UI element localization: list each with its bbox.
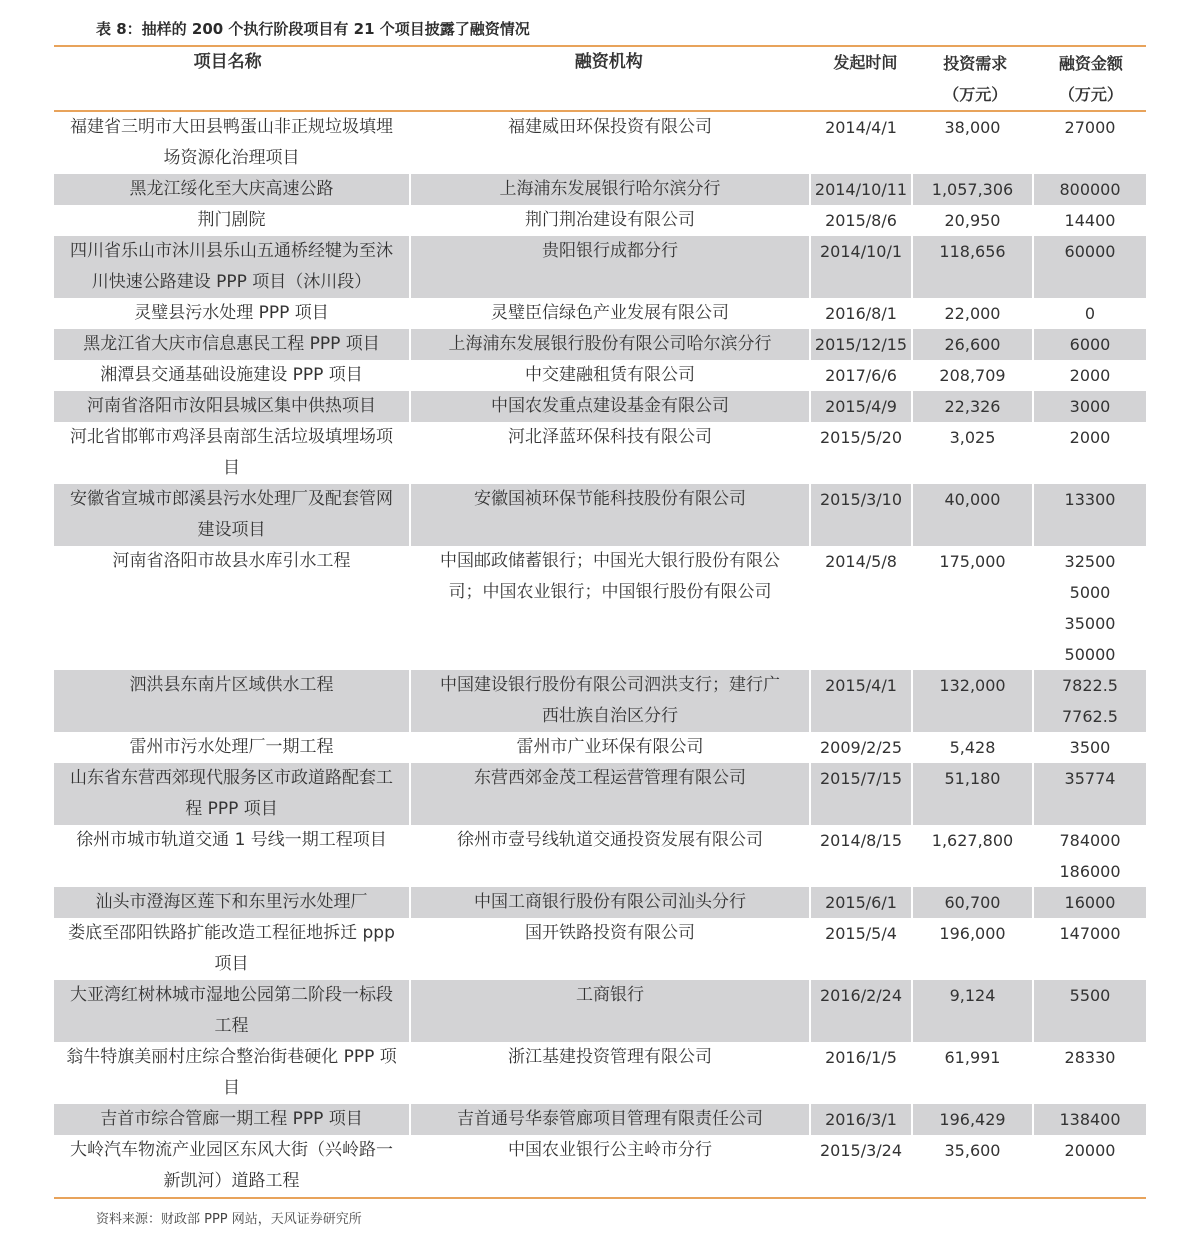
cell-project-name [54,422,409,484]
table-header [54,47,1146,112]
table-row [54,887,1146,918]
cell-institution [409,329,809,360]
cell-project-name-line: 项目 [214,954,249,974]
cell-date: 2017/6/6 [809,360,911,391]
cell-date: 2016/3/1 [809,1104,911,1135]
cell-institution-line: 浙江基建投资管理有限公司 [508,1047,712,1067]
cell-financing-amount [1032,670,1146,732]
cell-institution [409,918,809,980]
cell-project-name [54,546,409,670]
cell-date: 2015/5/4 [809,918,911,980]
cell-financing-amount-line: 2000 [1069,428,1111,447]
cell-investment-demand: 38,000 [911,112,1032,174]
cell-institution [409,298,809,329]
cell-investment-demand: 118,656 [911,236,1032,298]
cell-project-name-line: 吉首市综合管廊一期工程 PPP 项目 [100,1109,363,1129]
cell-institution-line: 国开铁路投资有限公司 [525,923,695,943]
cell-date: 2014/10/11 [809,174,911,205]
cell-financing-amount-line: 13300 [1064,490,1116,509]
table-row [54,205,1146,236]
cell-institution-line: 东营西郊金茂工程运营管理有限公司 [474,768,746,788]
cell-institution-line: 中国农业银行公主岭市分行 [508,1140,712,1160]
cell-date: 2016/8/1 [809,298,911,329]
cell-project-name [54,918,409,980]
cell-institution [409,422,809,484]
header-project-name: 项目名称 [193,52,262,72]
cell-project-name [54,1042,409,1104]
cell-project-name [54,484,409,546]
cell-project-name-line: 川快速公路建设 PPP 项目（沐川段） [91,272,372,292]
cell-institution [409,887,809,918]
cell-project-name-line: 目 [223,458,240,478]
cell-financing-amount-line: 784000 [1059,831,1121,850]
cell-project-name-line: 目 [223,1078,240,1098]
source-note: 资料来源：财政部 PPP 网站，天风证券研究所 [96,1212,362,1227]
cell-project-name [54,887,409,918]
cell-institution-line: 工商银行 [576,985,644,1005]
cell-investment-demand: 9,124 [911,980,1032,1042]
cell-project-name-line: 雷州市污水处理厂一期工程 [129,737,334,757]
cell-financing-amount-line: 32500 [1064,552,1116,571]
cell-institution [409,546,809,670]
table-row [54,763,1146,825]
cell-financing-amount-line: 20000 [1064,1141,1116,1160]
table-row [54,1135,1146,1197]
cell-date: 2015/4/1 [809,670,911,732]
cell-financing-amount-line: 28330 [1064,1048,1116,1067]
cell-investment-demand: 1,627,800 [911,825,1032,887]
cell-financing-amount-line: 60000 [1064,242,1116,261]
cell-financing-amount [1032,1135,1146,1197]
cell-project-name [54,391,409,422]
cell-date: 2015/7/15 [809,763,911,825]
cell-institution-line: 西壮族自治区分行 [542,706,678,726]
cell-financing-amount-line: 7762.5 [1062,707,1118,726]
cell-project-name [54,329,409,360]
cell-investment-demand: 208,709 [911,360,1032,391]
cell-date: 2015/6/1 [809,887,911,918]
cell-date: 2014/10/1 [809,236,911,298]
cell-investment-demand: 61,991 [911,1042,1032,1104]
cell-project-name-line: 四川省乐山市沐川县乐山五通桥经犍为至沐 [70,241,393,261]
cell-financing-amount [1032,298,1146,329]
cell-investment-demand: 40,000 [911,484,1032,546]
cell-investment-demand: 22,000 [911,298,1032,329]
cell-project-name [54,112,409,174]
cell-institution [409,825,809,887]
cell-project-name-line: 山东省东营西郊现代服务区市政道路配套工 [70,768,393,788]
cell-project-name-line: 汕头市澄海区莲下和东里污水处理厂 [95,892,368,912]
table-body [54,112,1146,1197]
cell-investment-demand: 196,429 [911,1104,1032,1135]
cell-project-name-line: 河南省洛阳市汝阳县城区集中供热项目 [87,396,376,416]
cell-institution [409,112,809,174]
cell-project-name [54,980,409,1042]
cell-project-name [54,732,409,763]
cell-financing-amount [1032,546,1146,670]
cell-institution-line: 中国邮政储蓄银行；中国光大银行股份有限公 [440,551,780,571]
table-row [54,980,1146,1042]
cell-project-name-line: 福建省三明市大田县鸭蛋山非正规垃圾填埋 [70,117,393,137]
cell-date: 2014/4/1 [809,112,911,174]
cell-project-name [54,236,409,298]
cell-institution [409,1042,809,1104]
cell-investment-demand: 5,428 [911,732,1032,763]
cell-financing-amount [1032,360,1146,391]
cell-project-name-line: 徐州市城市轨道交通 1 号线一期工程项目 [76,830,387,850]
cell-institution-line: 荆门荆冶建设有限公司 [525,210,695,230]
cell-date: 2014/5/8 [809,546,911,670]
cell-financing-amount [1032,980,1146,1042]
cell-institution-line: 中国建设银行股份有限公司泗洪支行；建行广 [440,675,780,695]
cell-institution [409,484,809,546]
table-row [54,112,1146,174]
cell-project-name-line: 黑龙江绥化至大庆高速公路 [129,179,334,199]
cell-financing-amount [1032,763,1146,825]
cell-date: 2015/8/6 [809,205,911,236]
cell-institution [409,732,809,763]
cell-investment-demand: 35,600 [911,1135,1032,1197]
cell-financing-amount [1032,1104,1146,1135]
cell-project-name-line: 河北省邯郸市鸡泽县南部生活垃圾填埋场项 [70,427,393,447]
cell-project-name-line: 程 PPP 项目 [185,799,278,819]
table-row [54,484,1146,546]
cell-financing-amount [1032,329,1146,360]
cell-institution [409,236,809,298]
cell-project-name-line: 建设项目 [197,520,266,540]
cell-institution [409,980,809,1042]
cell-financing-amount-line: 800000 [1059,180,1121,199]
cell-investment-demand: 22,326 [911,391,1032,422]
cell-financing-amount-line: 186000 [1059,862,1121,881]
cell-project-name-line: 灵璧县污水处理 PPP 项目 [134,303,329,323]
cell-financing-amount-line: 3000 [1069,397,1111,416]
cell-financing-amount-line: 138400 [1059,1110,1121,1129]
cell-investment-demand: 1,057,306 [911,174,1032,205]
cell-financing-amount-line: 35000 [1064,614,1116,633]
cell-financing-amount-line: 6000 [1069,335,1111,354]
cell-institution-line: 福建威田环保投资有限公司 [508,117,712,137]
header-institution: 融资机构 [401,47,814,110]
cell-project-name [54,1104,409,1135]
cell-investment-demand: 60,700 [911,887,1032,918]
cell-date: 2015/3/10 [809,484,911,546]
cell-date: 2015/4/9 [809,391,911,422]
cell-project-name-line: 娄底至邵阳铁路扩能改造工程征地拆迁 ppp [68,923,395,943]
cell-institution-line: 安徽国祯环保节能科技股份有限公司 [474,489,746,509]
table-caption: 表 8：抽样的 200 个执行阶段项目有 21 个项目披露了融资情况 [96,20,530,38]
cell-financing-amount-line: 50000 [1064,645,1116,664]
table-row [54,918,1146,980]
cell-date: 2016/1/5 [809,1042,911,1104]
table-row [54,236,1146,298]
cell-financing-amount-line: 3500 [1069,738,1111,757]
cell-institution-line: 司；中国农业银行；中国银行股份有限公司 [448,582,772,602]
cell-financing-amount [1032,205,1146,236]
cell-project-name-line: 工程 [214,1016,249,1036]
cell-project-name-line: 安徽省宣城市郎溪县污水处理厂及配套管网 [70,489,393,509]
cell-date: 2014/8/15 [809,825,911,887]
header-amount-line1: 融资金额 [1058,54,1123,73]
cell-institution-line: 中交建融租赁有限公司 [525,365,695,385]
cell-project-name [54,298,409,329]
cell-institution [409,763,809,825]
cell-date: 2016/2/24 [809,980,911,1042]
cell-project-name-line: 荆门剧院 [197,210,266,230]
cell-financing-amount-line: 2000 [1069,366,1111,385]
cell-investment-demand: 51,180 [911,763,1032,825]
header-financing-amount [1034,47,1146,110]
cell-project-name [54,1135,409,1197]
cell-institution [409,670,809,732]
cell-project-name [54,763,409,825]
cell-institution [409,174,809,205]
cell-project-name-line: 湘潭县交通基础设施建设 PPP 项目 [100,365,363,385]
cell-institution [409,360,809,391]
cell-project-name-line: 大岭汽车物流产业园区东风大街（兴岭路一 [70,1140,393,1160]
cell-project-name-line: 河南省洛阳市故县水库引水工程 [112,551,351,571]
cell-financing-amount [1032,422,1146,484]
cell-date: 2009/2/25 [809,732,911,763]
cell-financing-amount [1032,825,1146,887]
financing-table [54,45,1146,1199]
cell-project-name-line: 黑龙江省大庆市信息惠民工程 PPP 项目 [83,334,380,354]
cell-institution-line: 河北泽蓝环保科技有限公司 [508,427,712,447]
cell-investment-demand: 196,000 [911,918,1032,980]
table-row [54,825,1146,887]
header-date: 发起时间 [814,47,915,110]
cell-institution-line: 贵阳银行成都分行 [542,241,678,261]
table-row [54,546,1146,670]
cell-financing-amount-line: 5500 [1069,986,1111,1005]
cell-financing-amount-line: 35774 [1064,769,1116,788]
cell-financing-amount [1032,484,1146,546]
cell-project-name-line: 泗洪县东南片区域供水工程 [129,675,334,695]
cell-investment-demand: 20,950 [911,205,1032,236]
table-row [54,298,1146,329]
cell-institution-line: 雷州市广业环保有限公司 [516,737,704,757]
cell-institution-line: 中国农发重点建设基金有限公司 [491,396,729,416]
table-row [54,329,1146,360]
cell-institution-line: 中国工商银行股份有限公司汕头分行 [474,892,746,912]
cell-financing-amount-line: 16000 [1064,893,1116,912]
table-row [54,670,1146,732]
cell-investment-demand: 26,600 [911,329,1032,360]
cell-project-name [54,205,409,236]
cell-financing-amount [1032,887,1146,918]
cell-institution [409,1104,809,1135]
table-row [54,1104,1146,1135]
table-row [54,732,1146,763]
cell-institution-line: 徐州市壹号线轨道交通投资发展有限公司 [457,830,763,850]
table-row [54,422,1146,484]
cell-financing-amount [1032,391,1146,422]
table-row [54,174,1146,205]
header-amount-line2: （万元） [1058,85,1123,104]
cell-financing-amount-line: 0 [1084,304,1096,323]
cell-financing-amount [1032,174,1146,205]
cell-project-name [54,825,409,887]
cell-financing-amount [1032,236,1146,298]
cell-financing-amount-line: 14400 [1064,211,1116,230]
cell-project-name-line: 翁牛特旗美丽村庄综合整治街巷硬化 PPP 项 [66,1047,397,1067]
cell-financing-amount [1032,918,1146,980]
cell-institution-line: 吉首通号华泰管廊项目管理有限责任公司 [457,1109,763,1129]
cell-project-name-line: 场资源化治理项目 [163,148,300,168]
cell-financing-amount [1032,112,1146,174]
cell-project-name-line: 大亚湾红树林城市湿地公园第二阶段一标段 [70,985,393,1005]
cell-institution [409,1135,809,1197]
cell-financing-amount-line: 27000 [1064,118,1116,137]
cell-financing-amount [1032,1042,1146,1104]
cell-date: 2015/3/24 [809,1135,911,1197]
header-investment-demand [915,47,1034,110]
cell-institution-line: 灵璧臣信绿色产业发展有限公司 [491,303,729,323]
cell-financing-amount-line: 7822.5 [1062,676,1118,695]
cell-project-name [54,360,409,391]
cell-date: 2015/5/20 [809,422,911,484]
cell-institution-line: 上海浦东发展银行哈尔滨分行 [499,179,721,199]
cell-date: 2015/12/15 [809,329,911,360]
cell-project-name [54,174,409,205]
cell-investment-demand: 3,025 [911,422,1032,484]
cell-institution-line: 上海浦东发展银行股份有限公司哈尔滨分行 [448,334,772,354]
cell-investment-demand: 132,000 [911,670,1032,732]
cell-institution [409,205,809,236]
table-row [54,1042,1146,1104]
cell-investment-demand: 175,000 [911,546,1032,670]
cell-financing-amount-line: 147000 [1059,924,1121,943]
cell-project-name [54,670,409,732]
cell-financing-amount-line: 5000 [1069,583,1111,602]
cell-project-name-line: 新凯河）道路工程 [163,1171,300,1191]
table-row [54,391,1146,422]
table-row [54,360,1146,391]
cell-institution [409,391,809,422]
header-demand-line2: （万元） [943,85,1008,104]
cell-financing-amount [1032,732,1146,763]
header-demand-line1: 投资需求 [943,54,1008,73]
